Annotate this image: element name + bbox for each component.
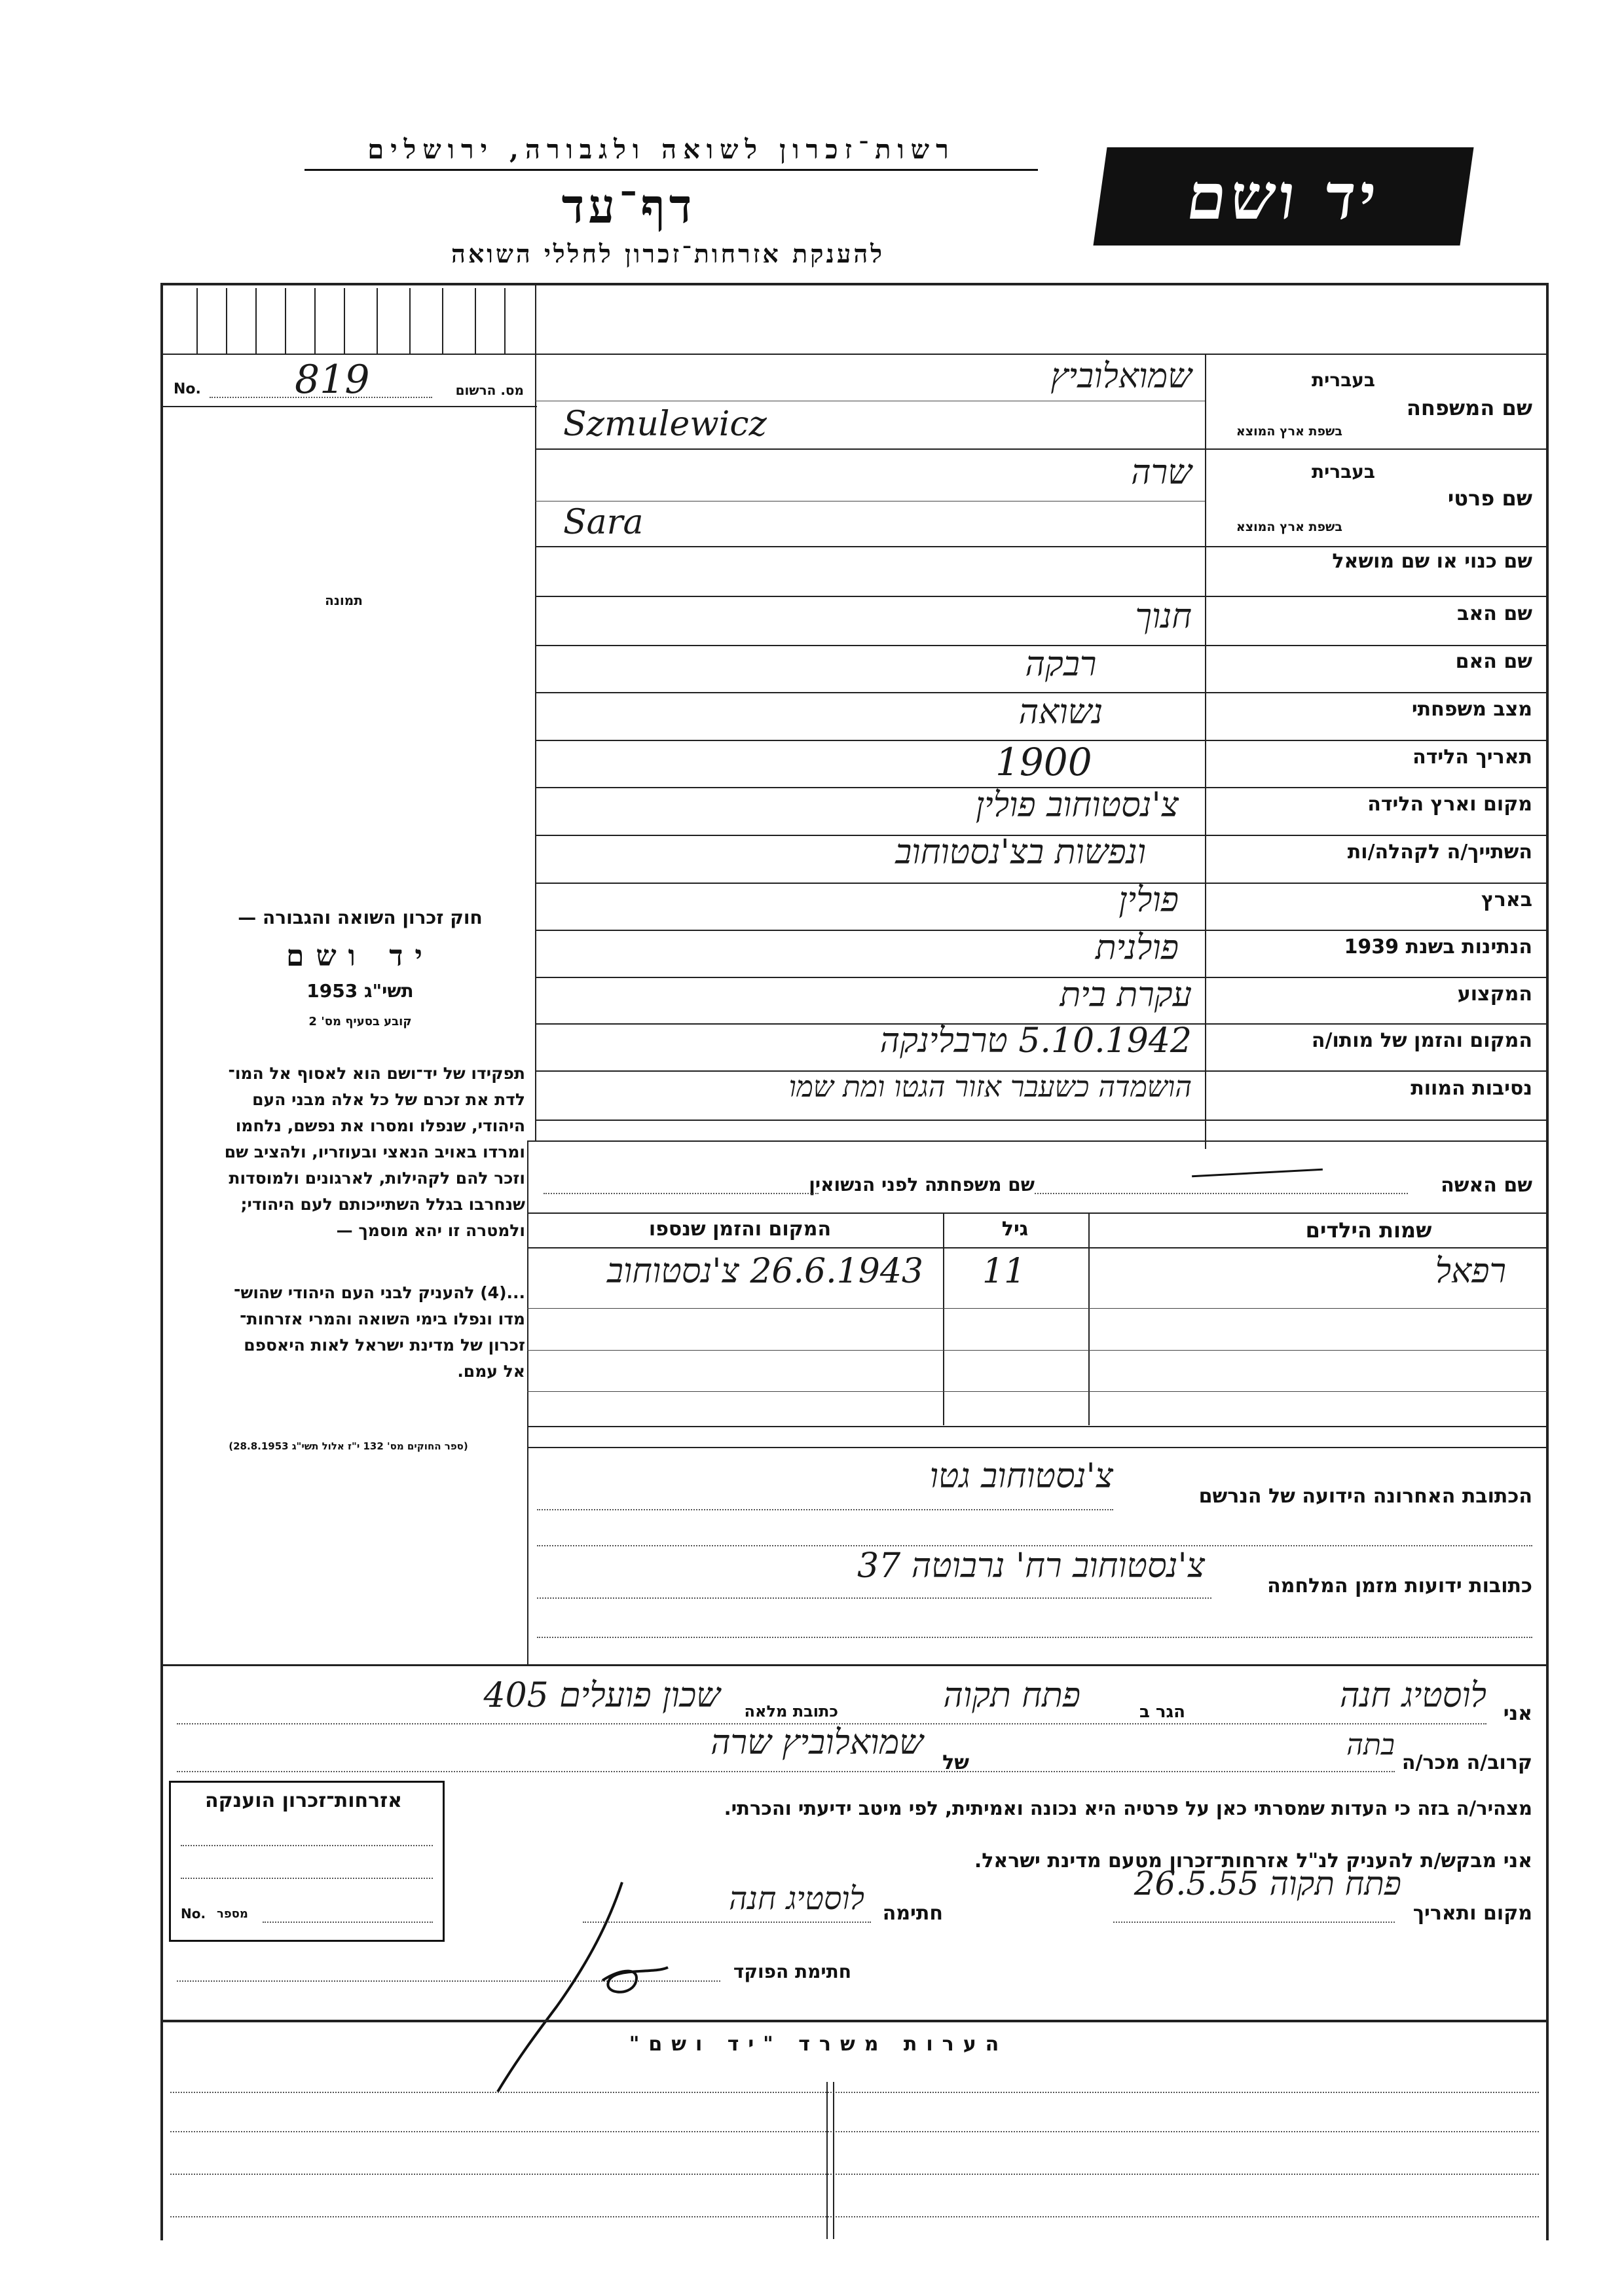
tick — [409, 288, 411, 354]
family-name-origin: Szmulewicz — [563, 405, 767, 444]
child-age: 11 — [982, 1252, 1026, 1291]
law-line: זכרון של מדינת ישראל לאות היאספם — [244, 1336, 525, 1355]
of-label: של — [942, 1751, 969, 1774]
law-year: תשי"ג 1953 — [306, 980, 414, 1002]
notes-dotline — [170, 2216, 1539, 2217]
registration-bottom — [160, 406, 537, 407]
wife-dotline — [1035, 1193, 1408, 1194]
origin-lang-label: בשפת ארץ המוצא — [1236, 424, 1342, 439]
frame-left — [160, 283, 163, 2240]
logo-text: יד ושם — [1182, 159, 1385, 234]
nickname-label: שם כנוי או שם מושאל — [1332, 550, 1532, 573]
notes-divider — [826, 2082, 828, 2239]
fields-top — [535, 354, 1547, 355]
citizenship-box-title: אזרחות־זכרון הוענקה — [204, 1789, 403, 1812]
section-line — [527, 1212, 1547, 1214]
resides-label: הגר ב — [1139, 1702, 1185, 1722]
declarant-i-label: אני — [1503, 1702, 1532, 1725]
child-place: 26.6.1943 צ'נסטוחוב — [606, 1252, 923, 1291]
label-column-divider — [1205, 354, 1206, 1149]
children-place-header: המקום והזמן שנספו — [648, 1218, 832, 1241]
row-line — [535, 1120, 1547, 1121]
law-ref: קובע בסעיף מס' 2 — [308, 1015, 412, 1029]
law-source: (ספר החוקים מס' 132 י"ז אלול תשי"ג 28.8.1953) — [229, 1440, 468, 1452]
war-address-value: צ'נסטוחוב רח' נרבוטה 37 — [857, 1546, 1205, 1586]
birthplace-value: צ'נסטוחוב פולין — [975, 786, 1179, 825]
law-line: היהודי, שנפלו ומסרו את נפשם, נלחמו — [235, 1116, 525, 1135]
form-title: דף־עד — [561, 178, 696, 234]
children-row-line — [527, 1308, 1547, 1309]
registration-number: 819 — [295, 357, 370, 403]
of-value: שמואלוביץ שרה — [710, 1723, 923, 1762]
relation-value: בתה — [1346, 1728, 1395, 1762]
children-col-divider — [943, 1212, 944, 1425]
first-name-label: שם פרטי — [1447, 486, 1532, 511]
family-name-hebrew: שמואלוביץ — [1050, 357, 1192, 396]
tick — [504, 288, 506, 354]
citizenship-number-label: מספר — [217, 1907, 248, 1921]
maiden-name-label: שם משפחתה לפני הנשואין — [809, 1174, 1035, 1195]
law-line: ומרדו באויב הנאצי ובעוזריו, ולהציב שם — [224, 1142, 525, 1161]
hebrew-label: בעברית — [1311, 369, 1375, 391]
tick — [442, 288, 443, 354]
full-address-label: כתובת מלאה — [744, 1702, 838, 1721]
birthplace-label: מקום וארץ הלידה — [1367, 793, 1532, 816]
registration-no-label: No. — [174, 381, 201, 397]
frame-right — [1546, 283, 1549, 2240]
children-names-header: שמות הילדים — [1305, 1218, 1432, 1243]
children-col-divider — [1088, 1212, 1090, 1425]
children-row-line — [527, 1391, 1547, 1392]
tick — [255, 288, 257, 354]
law-paragraph — [172, 1061, 525, 1244]
declarant-name: לוסטיג חנה — [1339, 1676, 1486, 1715]
notes-dotline — [170, 2092, 1539, 2093]
row-line — [535, 448, 1547, 450]
registration-label: מס. הרשום — [455, 382, 524, 398]
birthdate-value: 1900 — [995, 740, 1092, 784]
family-name-label: שם המשפחה — [1406, 395, 1532, 420]
form-subtitle: להענקת אזרחות־זכרון לחללי השואה — [451, 239, 885, 268]
notes-divider — [833, 2082, 834, 2239]
office-notes-title: הערות משרד "יד ושם" — [629, 2033, 1008, 2056]
law-line: וזכר להם לקהילות, לארגונים ולמוסדות — [229, 1169, 525, 1188]
death-label: המקום והזמן של מותו/ה — [1311, 1029, 1532, 1052]
tick — [377, 288, 378, 354]
last-address-label: הכתובת האחרונה הידועה של הנרשם — [1198, 1485, 1532, 1508]
full-address-value: שכון פועלים 405 — [483, 1676, 720, 1715]
row-line — [535, 546, 1547, 547]
tick — [314, 288, 316, 354]
law-line: אל עמם. — [457, 1362, 525, 1381]
wife-label: שם האשה — [1441, 1174, 1532, 1197]
photo-label: תמונה — [325, 592, 363, 608]
mother-label: שם האם — [1455, 650, 1532, 673]
father-value: חנוך — [1135, 597, 1192, 636]
notes-dotline — [170, 2174, 1539, 2175]
declare-text: מצהיר/ה בזה כי העדות שמסרתי כאן על פרטיה היא נכונה ואמיתית, לפי מיטב ידיעתי והכרתי. — [724, 1797, 1532, 1819]
first-name-hebrew: שרה — [1131, 453, 1192, 492]
law-line: מדו ונפלו בימי השואה והמרי אזרחות־ — [240, 1309, 525, 1328]
place-date-value: פתח תקוה 26.5.55 — [1134, 1865, 1401, 1903]
relative-dotline — [177, 1771, 1395, 1772]
country-label: בארץ — [1481, 888, 1532, 911]
children-row-line — [527, 1350, 1547, 1351]
authority-underline — [304, 169, 1038, 171]
country-value: פולין — [1118, 881, 1179, 920]
death-value: 5.10.1942 טרבלינקה — [879, 1021, 1192, 1061]
nationality-value: פולנית — [1095, 928, 1179, 968]
section-line — [527, 1426, 1547, 1427]
address-dotline — [537, 1509, 1113, 1510]
last-address-value: צ'נסטוחוב גטו — [929, 1457, 1113, 1496]
occupation-label: המקצוע — [1457, 983, 1532, 1006]
first-name-origin: Sara — [563, 503, 644, 542]
child-name: רפאל — [1435, 1252, 1506, 1291]
section-line — [527, 1140, 1547, 1142]
citizenship-dotline — [263, 1922, 433, 1923]
origin-lang-label-2: בשפת ארץ המוצא — [1236, 520, 1342, 534]
authority-title: רשות־זכרון לשואה ולגבורה, ירושלים — [367, 134, 955, 165]
section-line — [527, 1447, 1547, 1448]
law-line: תפקידו של יד־ושם הוא לאסוף אל המו־ — [228, 1064, 525, 1083]
law-line: ...(4) להעניק לבני העם היהודי שהוש־ — [233, 1283, 525, 1302]
law-line: שנחרבו בגלל השתייכותם לעם היהודי; — [240, 1195, 525, 1214]
section-line — [160, 2020, 1549, 2022]
place-date-dotline — [1113, 1922, 1395, 1923]
citizenship-no-label: No. — [181, 1906, 206, 1922]
war-address-label: כתובות ידועות מזמן המלחמה — [1267, 1575, 1532, 1597]
address-dotline — [537, 1637, 1532, 1638]
mother-value: רבקה — [1025, 645, 1097, 684]
law-line: לדת את זכרם של כל אלה מבני העם — [252, 1090, 525, 1109]
birthdate-label: תאריך הלידה — [1412, 746, 1532, 769]
hebrew-label-2: בעברית — [1311, 461, 1375, 483]
tick — [285, 288, 286, 354]
tick — [475, 288, 476, 354]
children-row-line — [527, 1247, 1547, 1248]
notes-dotline — [170, 2131, 1539, 2132]
father-label: שם האב — [1457, 602, 1532, 625]
yad-vashem-logo — [1093, 147, 1473, 246]
marital-label: מצב משפחתי — [1411, 698, 1532, 721]
left-column-divider — [535, 283, 536, 1140]
tick — [344, 288, 345, 354]
officer-signature-label: חתימת הפוקד — [733, 1961, 851, 1982]
circumstances-label: נסיבות המוות — [1411, 1077, 1532, 1100]
tick — [196, 288, 198, 354]
law-line: ולמטרה זו יהא מוסמך — — [336, 1221, 525, 1240]
community-value: ונפשות בצ'נסטוחוב — [895, 833, 1146, 872]
place-date-label: מקום ותאריך — [1412, 1902, 1532, 1925]
law-title: חוק זכרון השואה והגבורה — — [238, 907, 483, 928]
address-dotline — [537, 1597, 1211, 1599]
citizenship-box — [169, 1781, 445, 1942]
circumstances-value: הושמדה כשעבר אזור הגטו ומת שמו — [788, 1070, 1192, 1104]
children-age-header: גיל — [1001, 1218, 1029, 1241]
law-name: יד ושם — [286, 939, 434, 973]
officer-signature-scribble — [458, 1869, 694, 2105]
left-column-divider-lower — [527, 1140, 528, 1664]
resides-value: פתח תקוה — [943, 1676, 1080, 1715]
maiden-dotline — [544, 1193, 819, 1194]
tick — [226, 288, 227, 354]
nationality-label: הנתינות בשנת 1939 — [1344, 936, 1532, 958]
law-paragraph-2 — [172, 1280, 525, 1385]
citizenship-dotline — [181, 1845, 433, 1846]
citizenship-dotline — [181, 1878, 433, 1879]
ticks-bottom — [160, 354, 537, 355]
occupation-value: עקרת בית — [1060, 975, 1192, 1015]
signature-value: לוסטיג חנה — [729, 1880, 864, 1917]
relative-label: קרוב/ה מכר/ה — [1401, 1751, 1532, 1774]
section-line — [160, 1664, 1549, 1666]
wife-dash — [1192, 1169, 1323, 1177]
request-text: אני מבקש/ת להעניק לנ"ל אזרחות־זכרון מטעם מדינת ישראל. — [974, 1850, 1532, 1872]
signature-label: חתימה — [882, 1902, 943, 1925]
marital-value: נשואה — [1018, 693, 1103, 732]
community-label: השתייך/ה לקהלה/ות — [1347, 841, 1532, 864]
frame-top — [160, 283, 1549, 285]
